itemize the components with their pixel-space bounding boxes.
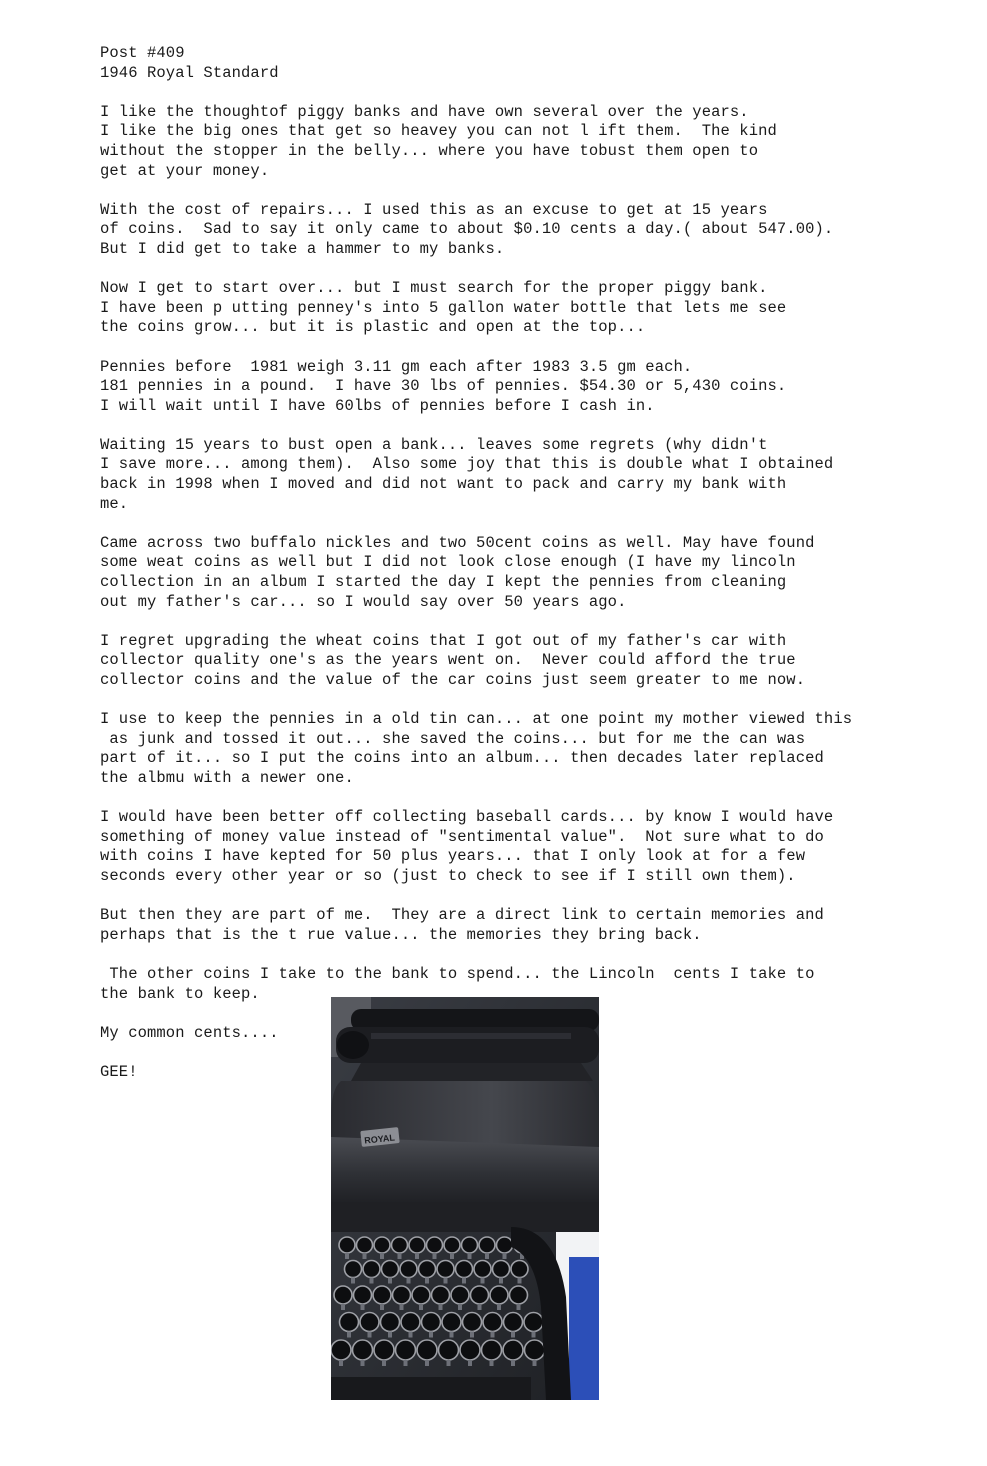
typewriter-illustration [331,997,599,1400]
text-line: something of money value instead of "sentimental value". Not sure what to do [100,827,824,846]
typewriter-key [482,1340,502,1360]
text-line: The other coins I take to the bank to spend... the Lincoln cents I take to [100,964,815,983]
typewriter-key [382,1261,399,1278]
typewriter-key-stem [382,1360,386,1366]
typewriter-key [471,1286,489,1304]
typewriter-key [412,1286,430,1304]
text-line: the albmu with a newer one. [100,768,354,787]
royal-badge-text: ROYAL [363,1132,396,1146]
typewriter-key-stem [370,1278,374,1284]
paragraph [100,358,890,417]
paragraph [100,906,890,945]
typewriter-key [357,1237,373,1253]
typewriter-key [339,1237,355,1253]
text-line: I will wait until I have 60lbs of pennies before I cash in. [100,396,655,415]
typewriter-key-stem [425,1360,429,1366]
typewriter-key [503,1340,523,1360]
typewriter-key-stem [347,1332,351,1338]
text-line: I like the thoughtof piggy banks and have own several over the years. [100,102,749,121]
post-header [100,44,890,83]
text-line: GEE! [100,1062,138,1081]
typewriter-key-stem [462,1278,466,1284]
typewriter-key [409,1237,425,1253]
text-line: My common cents.... [100,1023,279,1042]
typewriter-key-stem [468,1253,472,1259]
body-text [100,103,890,1083]
typewriter-key [511,1261,528,1278]
typewriter-key-stem [478,1304,482,1310]
typewriter-key [374,1340,394,1360]
typewriter-key-stem [503,1253,507,1259]
typewriter-key-stem [450,1253,454,1259]
text-line: some weat coins as well but I did not look close enough (I have my lincoln [100,553,796,572]
text-line: of coins. Sad to say it only came to about $0.10 cents a day.( about 547.00). [100,220,834,239]
typewriter-key-stem [481,1278,485,1284]
text-line: part of it... so I put the coins into an album... then decades later replaced [100,749,824,768]
typewriter-key-stem [499,1278,503,1284]
typewriter-key [334,1286,352,1304]
text-line: I would have been better off collecting baseball cards... by know I would have [100,808,834,827]
typewriter-key-stem [361,1360,365,1366]
typewriter-key [462,1237,478,1253]
typewriter-key [474,1261,491,1278]
typed-document [100,44,890,1102]
typewriter-photo [331,997,599,1400]
typewriter-key-stem [497,1304,501,1310]
text-line: collector coins and the value of the car coins just seem greater to me now. [100,671,806,689]
typewriter-key-stem [458,1304,462,1310]
text-line: collection in an album I started the day I kept the pennies from cleaning [100,573,787,592]
typewriter-key [479,1237,495,1253]
paragraph [100,103,890,181]
text-line: the bank to keep. [100,984,260,1003]
typewriter-key [340,1313,359,1332]
paragraph [100,808,890,886]
typewriter-key [490,1286,508,1304]
typewriter-key [444,1237,460,1253]
typewriter-key-stem [404,1360,408,1366]
text-line: collector quality one's as the years went on. Never could afford the true [100,651,796,670]
text-line: with coins I have kepted for 50 plus years... that I only look at for a few [100,847,806,866]
paragraph [100,201,890,260]
typewriter-key-stem [361,1304,365,1310]
typewriter-key [504,1313,523,1332]
typewriter-key-stem [341,1304,345,1310]
typewriter-key [525,1340,545,1360]
typewriter-key [456,1261,473,1278]
typewriter-key [422,1313,441,1332]
text-line: Now I get to start over... but I must search for the proper piggy bank. [100,279,768,298]
typewriter-key [331,1340,351,1360]
typewriter-key [354,1286,372,1304]
text-line: me. [100,494,129,513]
typewriter-key [497,1237,513,1253]
typewriter-key [345,1261,362,1278]
typewriter-key [510,1286,528,1304]
typewriter-key-stem [415,1253,419,1259]
post-number: Post #409 [100,44,185,62]
typewriter-key-stem [398,1253,402,1259]
text-line: Waiting 15 years to bust open a bank... leaves some regrets (why didn't [100,435,768,454]
typewriter-key-stem [351,1278,355,1284]
typewriter-key [419,1261,436,1278]
post-subtitle: 1946 Royal Standard [100,63,279,82]
typewriter-key [392,1237,408,1253]
text-line: as junk and tossed it out... she saved the coins... but for me the can was [100,729,806,748]
typewriter-key-stem [380,1304,384,1310]
typewriter-key-stem [450,1332,454,1338]
typewriter-key-stem [409,1332,413,1338]
text-line: out my father's car... so I would say over 50 years ago. [100,592,627,611]
text-line: perhaps that is the t rue value... the memories they bring back. [100,925,702,944]
typewriter-key [401,1313,420,1332]
typewriter-key-stem [388,1332,392,1338]
typewriter-key-stem [433,1253,437,1259]
typewriter-key [493,1261,510,1278]
typewriter-key [381,1313,400,1332]
typewriter-key-stem [425,1278,429,1284]
typewriter-key-stem [511,1360,515,1366]
text-line: seconds every other year or so (just to check to see if I still own them). [100,866,796,885]
typewriter-key [363,1261,380,1278]
typewriter-key [400,1261,417,1278]
typewriter-key-stem [380,1253,384,1259]
typewriter-key [432,1286,450,1304]
text-line: But then they are part of me. They are a direct link to certain memories and [100,906,824,925]
typewriter-key [396,1340,416,1360]
typewriter-key-stem [345,1253,349,1259]
typewriter-key-stem [490,1360,494,1366]
typewriter-key [427,1237,443,1253]
typewriter-key-stem [439,1304,443,1310]
text-line: With the cost of repairs... I used this as an excuse to get at 15 years [100,200,768,219]
text-line: Pennies before 1981 weigh 3.11 gm each after 1983 3.5 gm each. [100,357,693,376]
typewriter-key [417,1340,437,1360]
typewriter-key-stem [532,1332,536,1338]
typewriter-key [393,1286,411,1304]
paragraph [100,534,890,612]
text-line: the coins grow... but it is plastic and open at the top... [100,318,646,337]
typewriter-key-stem [485,1253,489,1259]
text-line: I use to keep the pennies in a old tin can... at one point my mother viewed this [100,710,853,729]
typewriter-key-stem [339,1360,343,1366]
typewriter-key-stem [468,1360,472,1366]
paragraph [100,632,890,691]
typewriter-key [437,1261,454,1278]
typewriter-key [460,1340,480,1360]
typewriter-key [463,1313,482,1332]
typewriter-key [442,1313,461,1332]
text-line: I like the big ones that get so heavey you can not l ift them. The kind [100,122,777,141]
typewriter-key-stem [533,1360,537,1366]
typewriter-key-stem [444,1278,448,1284]
text-line: back in 1998 when I moved and did not want to pack and carry my bank with [100,475,787,494]
text-line: I save more... among them). Also some joy that this is double what I obtained [100,455,834,474]
text-line: But I did get to take a hammer to my banks. [100,239,505,258]
paragraph [100,436,890,514]
typewriter-key-stem [517,1304,521,1310]
typewriter-key [483,1313,502,1332]
text-line: I regret upgrading the wheat coins that I got out of my father's car with [100,631,787,650]
typewriter-key [373,1286,391,1304]
typewriter-key-stem [363,1253,367,1259]
typewriter-key-stem [511,1332,515,1338]
typewriter-key-stem [491,1332,495,1338]
typewriter-key-stem [518,1278,522,1284]
paragraph [100,279,890,338]
typewriter-key-stem [388,1278,392,1284]
text-line: without the stopper in the belly... where you have tobust them open to [100,141,759,160]
typewriter-key [451,1286,469,1304]
text-line: 181 pennies in a pound. I have 30 lbs of pennies. $54.30 or 5,430 coins. [100,377,787,396]
typewriter-key [374,1237,390,1253]
typewriter-key [439,1340,459,1360]
typewriter-key-stem [407,1278,411,1284]
text-line: get at your money. [100,161,270,180]
text-line: I have been p utting penney's into 5 gallon water bottle that lets me see [100,298,787,317]
typewriter-key [360,1313,379,1332]
typewriter-key [524,1313,543,1332]
typewriter-key-stem [470,1332,474,1338]
typewriter-key-stem [447,1360,451,1366]
text-line: Came across two buffalo nickles and two 50cent coins as well. May have found [100,533,815,552]
typewriter-key [353,1340,373,1360]
typewriter-key-stem [400,1304,404,1310]
typewriter-key-stem [419,1304,423,1310]
typewriter-key-stem [368,1332,372,1338]
paragraph [100,710,890,788]
typewriter-key-stem [429,1332,433,1338]
